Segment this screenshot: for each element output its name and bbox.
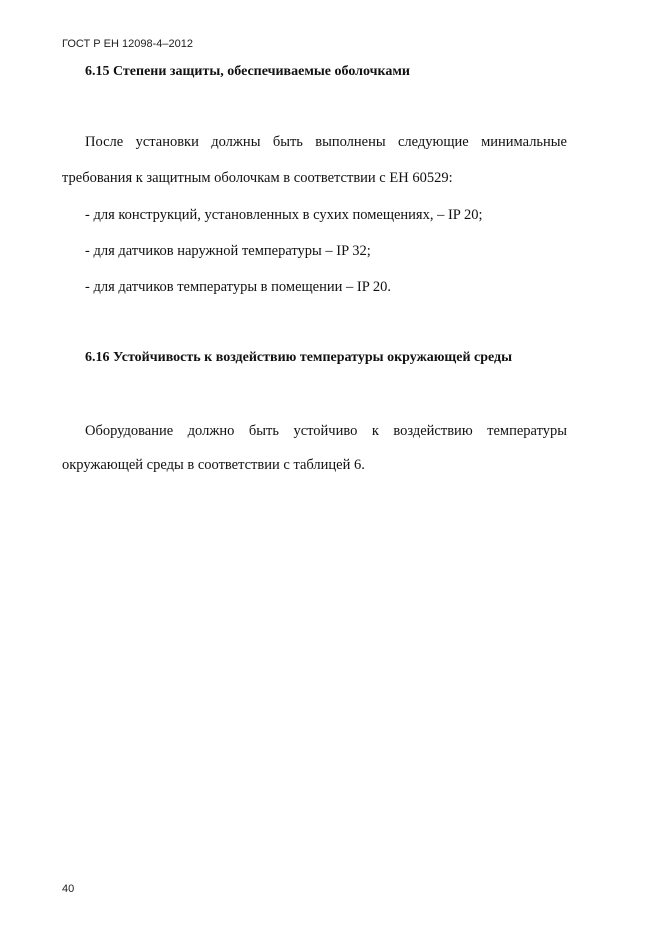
paragraph-line: Оборудование должно быть устойчиво к воздействию температуры [85,423,567,439]
document-code: ГОСТ Р ЕН 12098-4–2012 [62,38,193,50]
section-title-6-16: 6.16 Устойчивость к воздействию температуры окружающей среды [85,350,513,365]
list-item: - для конструкций, установленных в сухих помещениях, – IP 20; [85,207,483,223]
paragraph-line: После установки должны быть выполнены следующие минимальные [85,134,567,150]
paragraph-line: требования к защитным оболочкам в соответствии с ЕН 60529: [62,170,453,186]
section-title-6-15: 6.15 Степени защиты, обеспечиваемые оболочками [85,64,410,79]
paragraph-line: окружающей среды в соответствии с таблицей 6. [62,457,365,473]
list-item: - для датчиков температуры в помещении – IP 20. [85,279,391,295]
page-number: 40 [62,883,75,895]
list-item: - для датчиков наружной температуры – IP 32; [85,243,371,259]
